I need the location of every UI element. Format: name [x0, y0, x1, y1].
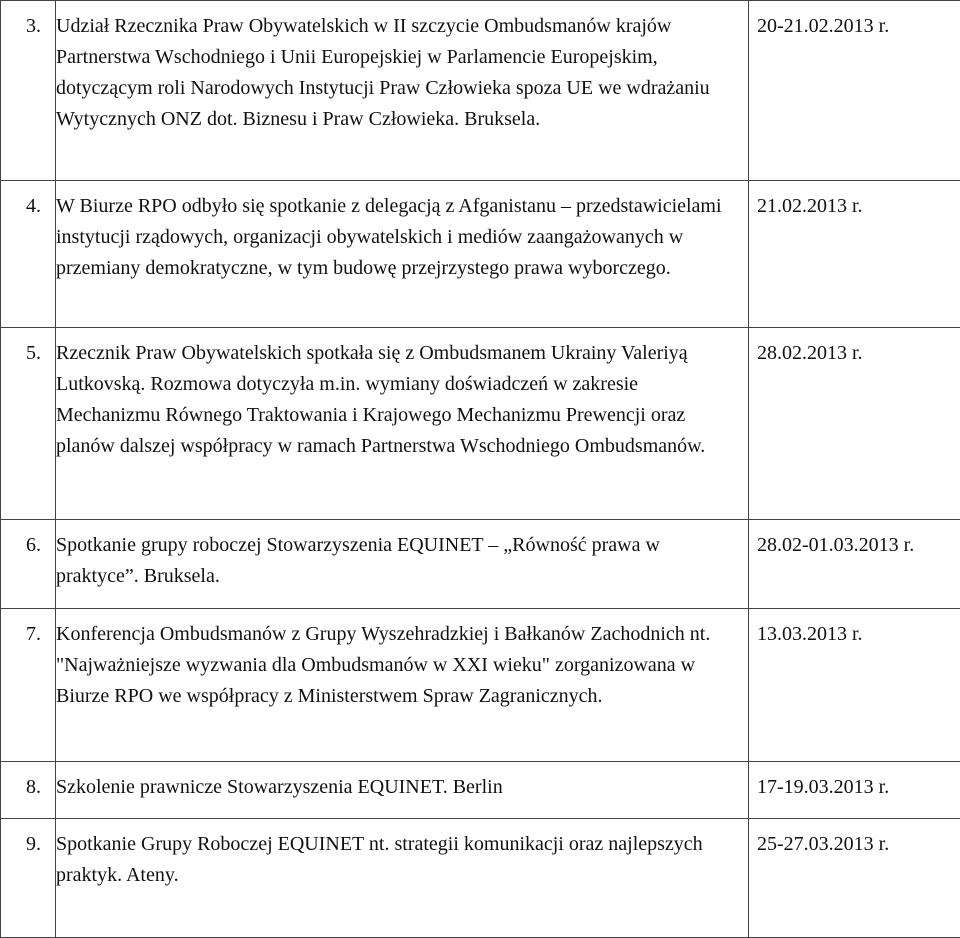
row-date: 25-27.03.2013 r. — [749, 819, 960, 938]
table-row — [1, 520, 960, 609]
row-number: 4. — [1, 181, 56, 328]
row-number: 8. — [1, 762, 56, 819]
row-description: Udział Rzecznika Praw Obywatelskich w II szczycie Ombudsmanów krajów Partnerstwa Wschodniego i Unii Europejskiej w Parlamencie Europejskim, dotyczącym roli Narodowych Instytucji Praw Człowieka spoza UE we wdrażaniu Wytycznych ONZ dot. Biznesu i Praw Człowieka. Bruksela. — [56, 1, 749, 181]
row-date: 28.02.2013 r. — [749, 328, 960, 520]
row-description: Spotkanie Grupy Roboczej EQUINET nt. strategii komunikacji oraz najlepszych praktyk. Ateny. — [56, 819, 749, 938]
row-number: 6. — [1, 520, 56, 609]
row-date: 20-21.02.2013 r. — [749, 1, 960, 181]
table-row — [1, 328, 960, 520]
row-number: 7. — [1, 609, 56, 762]
table-row — [1, 609, 960, 762]
row-description: Rzecznik Praw Obywatelskich spotkała się z Ombudsmanem Ukrainy Valeriyą Lutkovską. Rozmowa dotyczyła m.in. wymiany doświadczeń w zakresie Mechanizmu Równego Traktowania i Krajowego Mechanizmu Prewencji oraz planów dalszej współpracy w ramach Partnerstwa Wschodniego Ombudsmanów. — [56, 328, 749, 520]
row-date: 21.02.2013 r. — [749, 181, 960, 328]
row-date: 17-19.03.2013 r. — [749, 762, 960, 819]
table-row — [1, 181, 960, 328]
row-number: 9. — [1, 819, 56, 938]
row-number: 3. — [1, 1, 56, 181]
row-number: 5. — [1, 328, 56, 520]
row-date: 28.02-01.03.2013 r. — [749, 520, 960, 609]
row-description: Konferencja Ombudsmanów z Grupy Wyszehradzkiej i Bałkanów Zachodnich nt. "Najważniejsze wyzwania dla Ombudsmanów w XXI wieku" zorganizowana w Biurze RPO we współpracy z Ministerstwem Spraw Zagranicznych. — [56, 609, 749, 762]
row-description: W Biurze RPO odbyło się spotkanie z delegacją z Afganistanu – przedstawicielami instytucji rządowych, organizacji obywatelskich i mediów zaangażowanych w przemiany demokratyczne, w tym budowę przejrzystego prawa wyborczego. — [56, 181, 749, 328]
table-row — [1, 819, 960, 938]
row-description: Szkolenie prawnicze Stowarzyszenia EQUINET. Berlin — [56, 762, 749, 819]
row-description: Spotkanie grupy roboczej Stowarzyszenia EQUINET – „Równość prawa w praktyce”. Bruksela. — [56, 520, 749, 609]
table-row — [1, 1, 960, 181]
table-row — [1, 762, 960, 819]
row-date: 13.03.2013 r. — [749, 609, 960, 762]
